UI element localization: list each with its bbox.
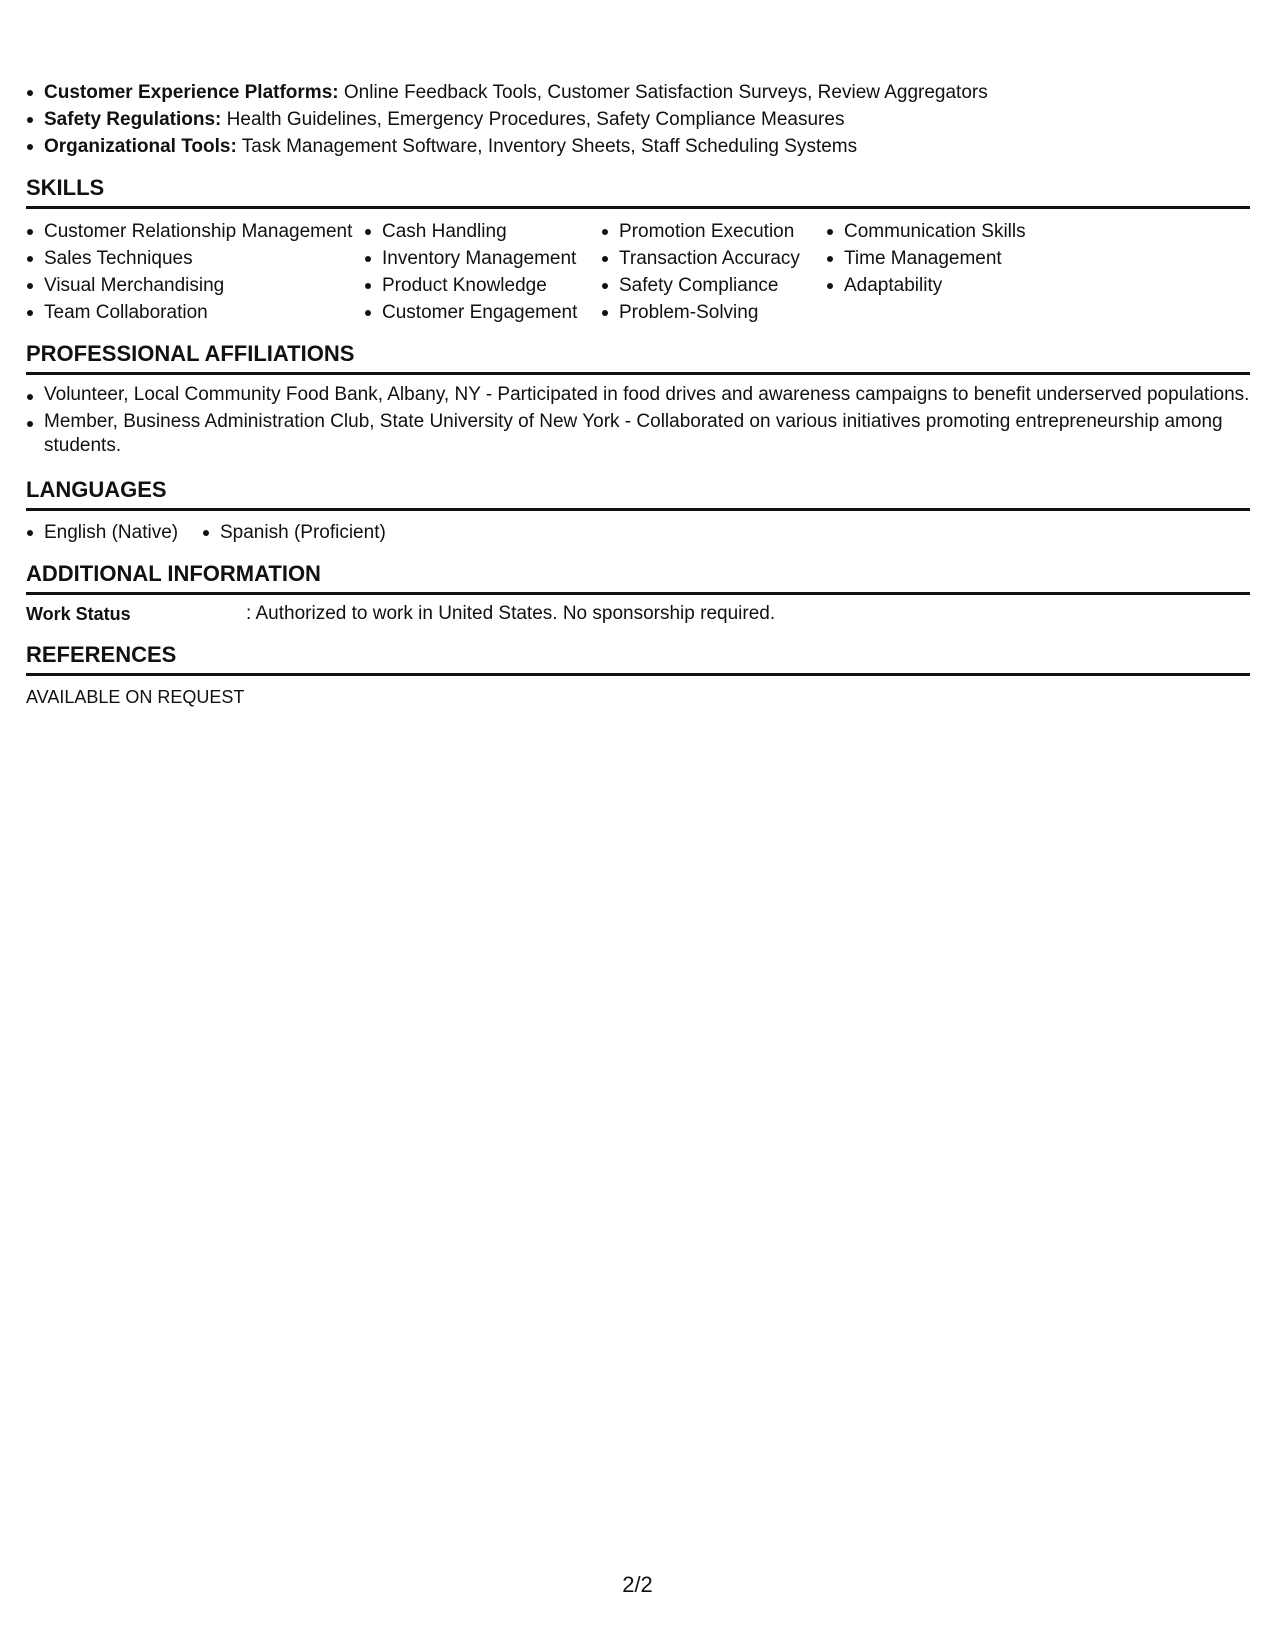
skill-item: Customer Relationship Management	[26, 218, 352, 245]
work-status-label: Work Status	[26, 604, 131, 624]
skill-item: Sales Techniques	[26, 245, 352, 272]
tools-item	[26, 79, 1250, 106]
tools-item-text: Task Management Software, Inventory Sheets, Staff Scheduling Systems	[236, 136, 858, 157]
tools-item-text: Online Feedback Tools, Customer Satisfaction Surveys, Review Aggregators	[338, 82, 988, 103]
languages-column	[202, 519, 386, 546]
skill-item: Promotion Execution	[601, 218, 800, 245]
additional-info-heading: ADDITIONAL INFORMATION	[26, 561, 1250, 595]
skills-column	[26, 218, 352, 326]
tools-item-text: Health Guidelines, Emergency Procedures, Safety Compliance Measures	[221, 109, 845, 130]
tools-item-label: Safety Regulations:	[44, 109, 222, 130]
work-status-value: : Authorized to work in United States. No sponsorship required.	[246, 603, 776, 624]
skill-item: Communication Skills	[826, 218, 1026, 245]
skill-item: Team Collaboration	[26, 299, 352, 326]
page-number: 2/2	[622, 1572, 653, 1597]
tools-item-label: Customer Experience Platforms:	[44, 82, 339, 103]
skill-item: Cash Handling	[364, 218, 577, 245]
tools-item-label: Organizational Tools:	[44, 136, 237, 157]
language-item: English (Native)	[26, 519, 178, 546]
skills-column	[601, 218, 800, 326]
languages-heading: LANGUAGES	[26, 477, 1250, 511]
affiliations-heading: PROFESSIONAL AFFILIATIONS	[26, 341, 1250, 375]
affiliations-list	[26, 383, 1250, 461]
skills-column	[826, 218, 1026, 299]
skills-heading: SKILLS	[26, 175, 1250, 209]
tools-item	[26, 133, 1250, 160]
skill-item: Safety Compliance	[601, 272, 800, 299]
skill-item: Product Knowledge	[364, 272, 577, 299]
tools-item	[26, 106, 1250, 133]
languages-column	[26, 519, 178, 546]
references-text: AVAILABLE ON REQUEST	[26, 687, 245, 707]
affiliation-item: Member, Business Administration Club, State University of New York - Collaborated on various initiatives promoting entrepreneurship among students.	[26, 410, 1250, 458]
skill-item: Transaction Accuracy	[601, 245, 800, 272]
language-item: Spanish (Proficient)	[202, 519, 386, 546]
tools-list	[26, 79, 1250, 160]
skill-item: Customer Engagement	[364, 299, 577, 326]
skill-item: Adaptability	[826, 272, 1026, 299]
affiliation-item: Volunteer, Local Community Food Bank, Albany, NY - Participated in food drives and awareness campaigns to benefit underserved populations.	[26, 383, 1250, 407]
skill-item: Visual Merchandising	[26, 272, 352, 299]
skills-grid	[26, 218, 1250, 328]
skills-column	[364, 218, 577, 326]
skill-item: Problem-Solving	[601, 299, 800, 326]
skill-item: Time Management	[826, 245, 1026, 272]
skill-item: Inventory Management	[364, 245, 577, 272]
references-heading: REFERENCES	[26, 642, 1250, 676]
